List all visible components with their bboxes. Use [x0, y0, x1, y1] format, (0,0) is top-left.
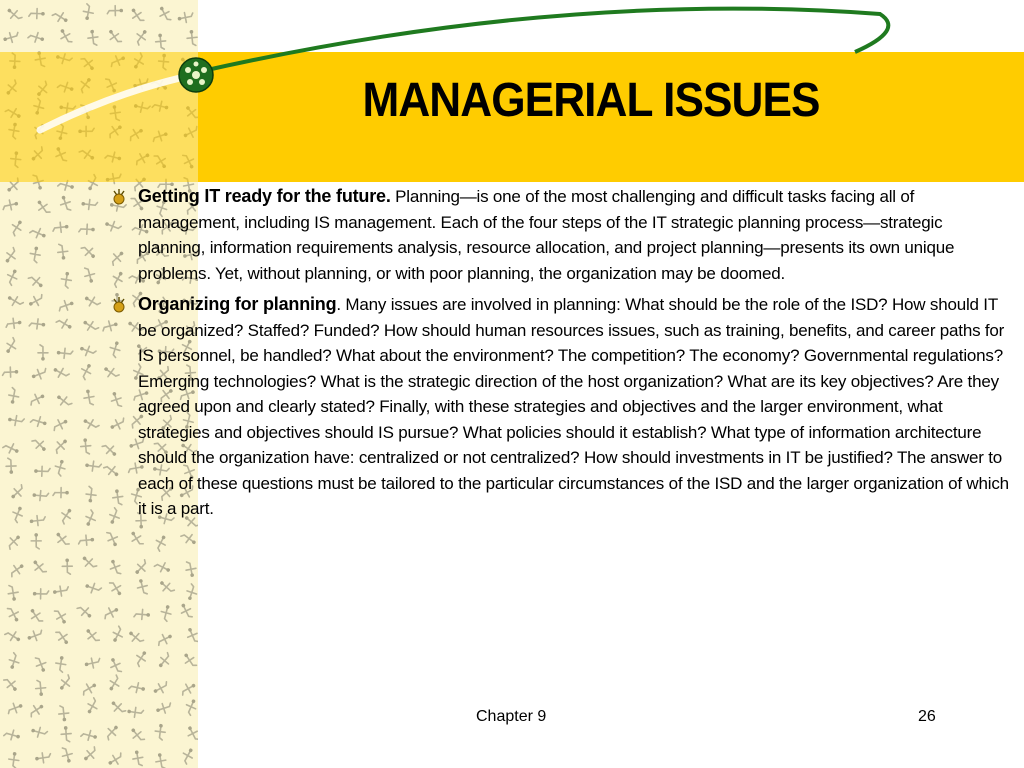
pattern-glyph	[29, 246, 42, 263]
pattern-glyph	[56, 348, 73, 360]
pattern-glyph	[33, 589, 49, 599]
pattern-glyph	[85, 460, 102, 472]
pattern-glyph	[154, 723, 166, 740]
pattern-glyph	[80, 243, 98, 261]
pattern-glyph	[7, 387, 20, 404]
pattern-glyph	[83, 293, 102, 310]
pattern-glyph	[185, 583, 198, 601]
pattern-glyph	[8, 483, 26, 501]
slide-title: MANAGERIAL ISSUES	[362, 74, 820, 127]
molecule-ball-icon	[179, 58, 213, 92]
pattern-glyph	[57, 674, 75, 693]
pattern-glyph	[105, 530, 120, 548]
pattern-glyph	[108, 656, 124, 675]
pattern-glyph	[38, 345, 48, 361]
pattern-glyph	[132, 750, 145, 767]
pattern-glyph	[7, 652, 21, 670]
pattern-glyph	[81, 745, 99, 763]
pattern-glyph	[128, 681, 146, 694]
pattern-glyph	[27, 607, 44, 626]
pattern-glyph	[108, 579, 125, 598]
pattern-glyph	[31, 533, 41, 549]
pattern-glyph	[109, 698, 127, 716]
bullet-text: Planning—is one of the most challenging and difficult tasks facing all of management, including IS management. Each of the four steps of the IT strategic planning process—strategic planning, information requirements analysis, resource allocation, and project planning—presents its own unique problems. Yet, without planning, or with poor planning, the organization may be doomed.	[138, 187, 955, 283]
pattern-glyph	[32, 490, 49, 501]
pattern-glyph	[52, 585, 69, 597]
gold-bullet-icon	[110, 296, 128, 314]
pattern-glyph	[35, 680, 46, 697]
pattern-glyph	[34, 466, 50, 477]
pattern-glyph	[81, 199, 98, 211]
pattern-glyph	[52, 437, 70, 455]
pattern-glyph	[57, 243, 69, 260]
pattern-glyph	[102, 605, 121, 621]
pattern-glyph	[53, 459, 67, 477]
pattern-glyph	[3, 728, 21, 742]
pattern-glyph	[60, 271, 72, 288]
pattern-glyph	[4, 628, 23, 645]
bullet-item	[110, 292, 1010, 522]
pattern-glyph	[155, 752, 168, 768]
pattern-glyph	[2, 246, 19, 265]
pattern-glyph	[57, 506, 74, 525]
bullet-lead: Organizing for planning	[138, 294, 337, 314]
pattern-glyph	[83, 266, 97, 284]
pattern-glyph	[28, 391, 47, 407]
pattern-glyph	[155, 701, 173, 715]
pattern-glyph	[81, 416, 100, 433]
pattern-glyph	[157, 578, 175, 596]
pattern-glyph	[81, 317, 100, 334]
pattern-glyph	[178, 602, 194, 621]
pattern-glyph	[5, 317, 22, 329]
pattern-glyph	[152, 680, 171, 696]
pattern-glyph	[128, 726, 146, 745]
pattern-glyph	[80, 680, 99, 697]
pattern-glyph	[180, 530, 198, 547]
pattern-glyph	[83, 389, 96, 406]
bullet-item	[110, 184, 1010, 286]
pattern-glyph	[76, 603, 94, 621]
pattern-glyph	[61, 726, 72, 742]
pattern-glyph	[80, 729, 98, 743]
pattern-glyph	[4, 268, 20, 287]
pattern-glyph	[84, 581, 102, 596]
pattern-glyph	[31, 436, 49, 454]
pattern-glyph	[6, 293, 25, 310]
pattern-glyph	[34, 198, 51, 217]
pattern-glyph	[153, 533, 169, 552]
pattern-glyph	[159, 604, 173, 622]
pattern-glyph	[2, 675, 20, 694]
pattern-glyph	[78, 362, 94, 381]
pattern-glyph	[2, 198, 20, 211]
pattern-glyph	[153, 559, 172, 575]
pattern-glyph	[53, 530, 70, 549]
pattern-glyph	[134, 609, 151, 620]
pattern-glyph	[7, 584, 19, 601]
pattern-glyph	[55, 315, 74, 332]
pattern-glyph	[34, 655, 49, 673]
pattern-glyph	[55, 655, 67, 672]
pattern-glyph	[53, 607, 70, 626]
pattern-glyph	[3, 337, 20, 356]
pattern-glyph	[80, 554, 98, 572]
pattern-glyph	[57, 298, 75, 313]
pattern-glyph	[54, 392, 73, 410]
pattern-glyph	[185, 626, 198, 644]
pattern-glyph	[78, 535, 95, 546]
pattern-glyph	[51, 365, 70, 381]
pattern-glyph	[127, 706, 144, 718]
pattern-glyph	[132, 649, 149, 668]
pattern-glyph	[106, 751, 125, 768]
pattern-glyph	[8, 751, 20, 768]
pattern-glyph	[34, 752, 51, 764]
pattern-glyph	[5, 533, 23, 551]
pattern-glyph	[10, 505, 25, 523]
pattern-glyph	[62, 558, 72, 574]
bullet-text: . Many issues are involved in planning: What should be the role of the ISD? How should IT be organized? Staffed? Funded? How should human resources issues, such as training, benefits, and career paths for IS personnel, be handled? What about the environment? The competition? The economy? Governmental regulations? Emerging technologies? What is the strategic direction of the host organization? What are its key objectives? Are they agreed upon and clearly stated? Finally, with these strategies and objectives and the larger environment, what strategies and objectives should IS pursue? What policies should it establish? What type of information architecture should the organization have: centralized or not centralized? How should investments in IT be justified? The answer to each of these questions must be tailored to the particular circumstances of the ISD and the larger organization of which it is a part.	[138, 295, 1009, 518]
pattern-glyph	[30, 558, 48, 577]
gold-bullet-icon	[110, 188, 128, 206]
pattern-glyph	[30, 414, 48, 428]
pattern-glyph	[181, 651, 198, 670]
pattern-glyph	[183, 698, 198, 717]
pattern-glyph	[180, 746, 196, 765]
pattern-glyph	[84, 657, 102, 670]
pattern-glyph	[27, 701, 46, 718]
pattern-glyph	[110, 625, 126, 644]
pattern-glyph	[52, 222, 69, 234]
pattern-glyph	[51, 416, 70, 432]
bullet-lead: Getting IT ready for the future.	[138, 186, 391, 206]
pattern-glyph	[84, 697, 100, 716]
pattern-glyph	[85, 486, 97, 503]
pattern-glyph	[26, 628, 44, 643]
pattern-glyph	[27, 272, 45, 290]
pattern-glyph	[8, 218, 25, 237]
pattern-glyph	[7, 414, 24, 427]
pattern-glyph	[83, 509, 98, 527]
pattern-glyph	[54, 628, 71, 647]
pattern-glyph	[83, 627, 101, 646]
pattern-glyph	[6, 458, 17, 474]
pattern-glyph	[79, 224, 95, 235]
pattern-glyph	[27, 293, 46, 309]
footer-chapter: Chapter 9	[476, 708, 547, 725]
pattern-glyph	[106, 674, 123, 693]
pattern-glyph	[53, 487, 69, 497]
pattern-glyph	[185, 560, 198, 577]
pattern-glyph	[126, 628, 144, 646]
pattern-glyph	[80, 438, 91, 455]
pattern-glyph	[103, 723, 121, 741]
pattern-glyph	[6, 701, 24, 716]
pattern-glyph	[108, 558, 123, 576]
pattern-glyph	[29, 318, 46, 330]
pattern-glyph	[155, 631, 174, 647]
pattern-glyph	[30, 367, 48, 382]
pattern-glyph	[29, 225, 48, 241]
pattern-glyph	[6, 605, 22, 624]
pattern-glyph	[156, 651, 174, 670]
pattern-glyph	[136, 578, 150, 596]
pattern-glyph	[58, 705, 70, 722]
pattern-glyph	[185, 724, 198, 743]
pattern-glyph	[30, 725, 48, 739]
footer-page-number: 26	[918, 708, 936, 725]
pattern-glyph	[2, 440, 21, 456]
pattern-glyph	[78, 343, 96, 358]
pattern-glyph	[128, 529, 145, 548]
pattern-glyph	[29, 515, 46, 527]
pattern-glyph	[60, 746, 74, 764]
pattern-glyph	[7, 561, 26, 578]
slide-content	[110, 184, 1010, 528]
pattern-glyph	[2, 367, 18, 378]
pattern-glyph	[179, 680, 198, 696]
pattern-glyph	[132, 558, 150, 576]
